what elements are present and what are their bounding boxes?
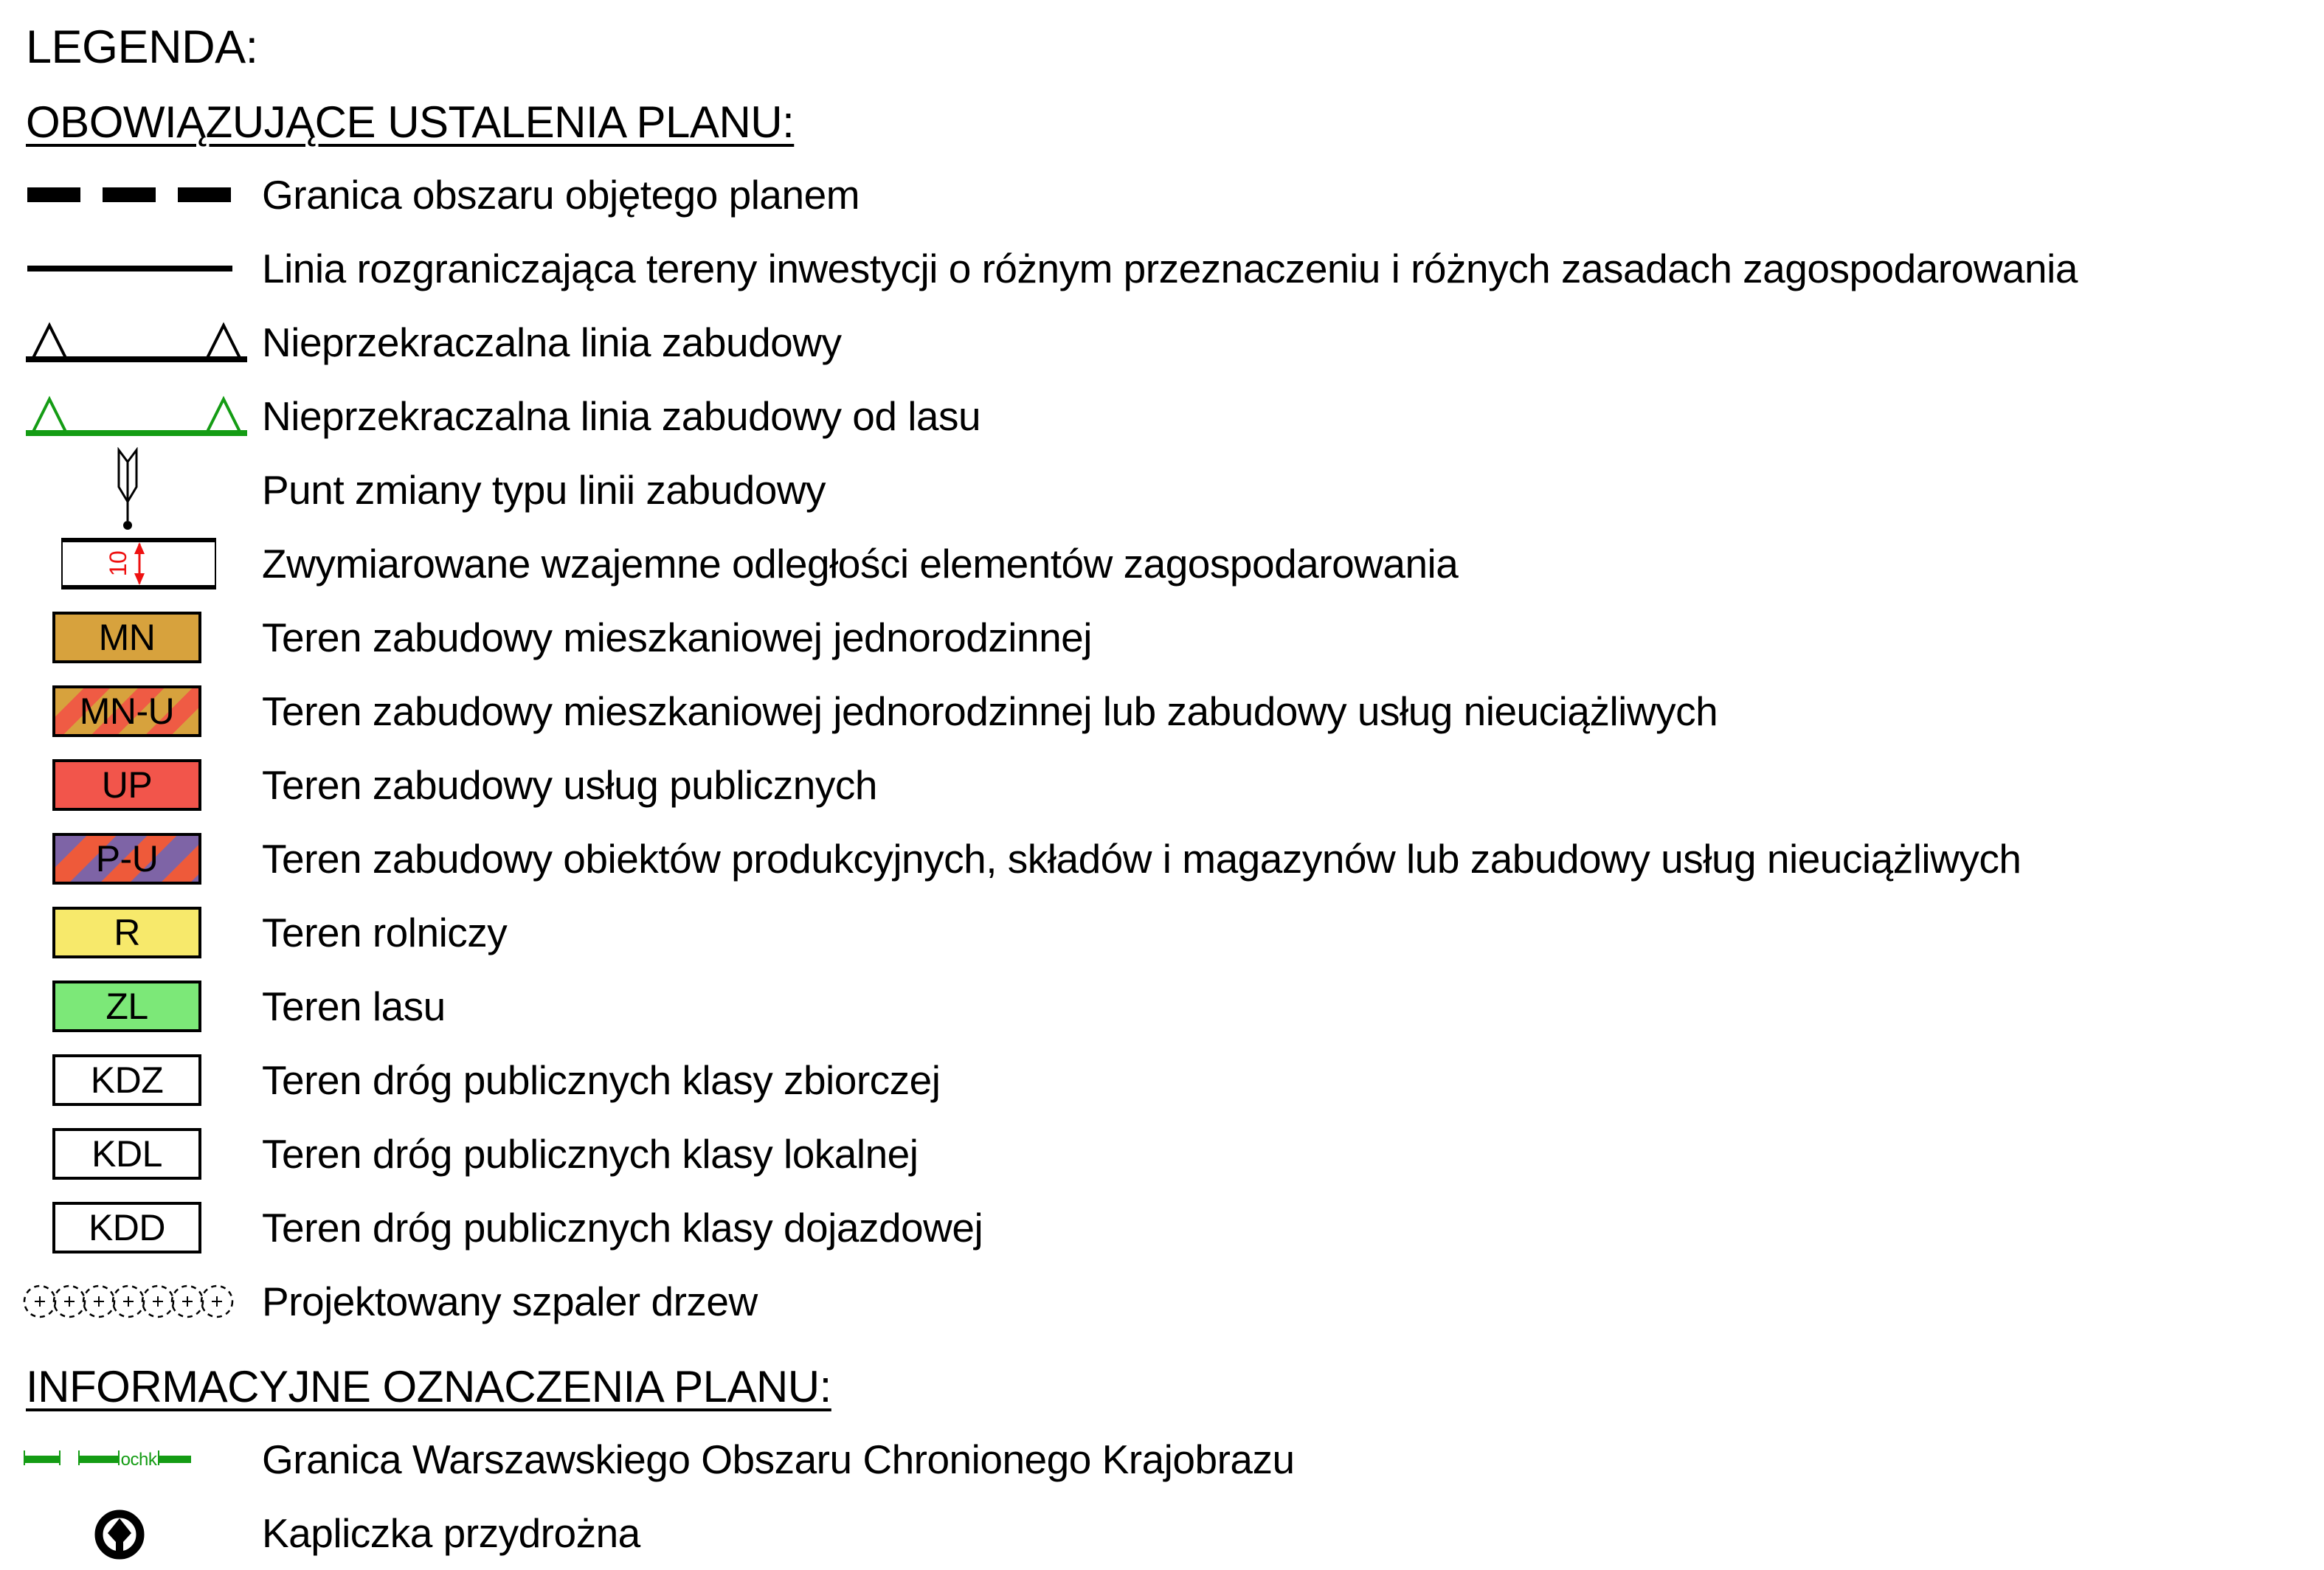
legend-item-zone-zl [26,969,2324,1043]
dimension-marker-icon [61,538,216,589]
legend-item-label: Punt zmiany typu linii zabudowy [262,467,826,513]
zone-swatch-kdl [52,1128,201,1180]
section-heading-binding-provisions: OBOWIĄZUJĄCE USTALENIA PLANU: [26,97,795,147]
symbol-cell [26,1202,262,1253]
legend-item-line-type-change-point [26,453,2324,527]
symbol-cell [26,264,262,273]
legend-item-plan-boundary [26,158,2324,232]
symbol-cell [26,447,262,533]
legend-item-label: Kapliczka przydrożna [262,1510,640,1556]
legend-title: LEGENDA: [26,21,258,73]
zone-swatch-mn [52,612,201,663]
symbol-cell [26,538,262,589]
legend-item-label: Teren zabudowy usług publicznych [262,762,877,808]
legend-item-label: Nieprzekraczalna linia zabudowy od lasu [262,393,981,439]
symbol-cell [26,1505,262,1561]
zone-code: R [114,912,140,953]
legend-item-building-limit-line [26,305,2324,379]
legend-item-label: Granica Warszawskiego Obszaru Chronionego Krajobrazu [262,1436,1295,1482]
legend-item-protected-landscape-boundary [26,1422,2324,1496]
building-limit-line-icon [26,321,247,364]
legend-item-label: Nieprzekraczalna linia zabudowy [262,319,842,365]
symbol-cell [26,833,262,885]
legend-item-label: Granica obszaru objętego planem [262,172,860,218]
zone-code: MN [98,617,156,658]
symbol-cell [26,685,262,737]
legend-item-wayside-chapel [26,1496,2324,1570]
zone-code: KDD [88,1207,166,1248]
planned-tree-row-icon [21,1282,237,1321]
legend-item-label: Zwymiarowane wzajemne odległości elementów zagospodarowania [262,541,1459,587]
zone-swatch-kdd [52,1202,201,1253]
wayside-chapel-icon [92,1505,147,1561]
symbol-cell [26,1128,262,1180]
legend-item-label: Teren zabudowy obiektów produkcyjnych, składów i magazynów lub zabudowy usług nieuciążliwych [262,836,2022,882]
symbol-cell [26,1282,262,1321]
symbol-cell [26,321,262,364]
zone-swatch-up [52,759,201,811]
symbol-cell [26,395,262,438]
zone-code: MN-U [79,691,175,732]
zone-swatch-kdz [52,1054,201,1106]
zone-swatch-r [52,907,201,958]
symbol-cell [26,1445,262,1474]
legend-item-zone-r [26,896,2324,969]
legend-item-zone-mn-u [26,674,2324,748]
zone-swatch-zl [52,981,201,1032]
plan-boundary-dashed-line-icon [26,185,234,204]
legend-item-zone-mn [26,601,2324,674]
legend-item-label: Teren zabudowy mieszkaniowej jednorodzinnej [262,615,1092,660]
symbol-cell [26,907,262,958]
legend-item-zone-kdd [26,1191,2324,1265]
legend-item-label: Teren dróg publicznych klasy zbiorczej [262,1057,941,1103]
zone-code: ZL [106,986,148,1027]
zone-swatch-mn-u [52,685,201,737]
legend-item-zone-kdl [26,1117,2324,1191]
section-heading-informational: INFORMACYJNE OZNACZENIA PLANU: [26,1362,831,1411]
building-limit-line-forest-icon [26,395,247,438]
legend-item-dividing-line [26,232,2324,305]
legend-item-tree-row [26,1265,2324,1338]
symbol-cell [26,1054,262,1106]
dimension-arrow-icon [63,542,215,585]
dimension-value: 10 [105,550,131,577]
zone-code: KDL [91,1133,162,1175]
legend-item-label: Linia rozgraniczająca tereny inwestycji o różnym przeznaczeniu i różnych zasadach zagospodarowania [262,246,2078,291]
protected-landscape-boundary-icon [21,1445,193,1474]
line-type-change-arrow-icon [108,447,147,533]
zone-code: UP [101,764,153,806]
legend-item-zone-kdz [26,1043,2324,1117]
symbol-cell [26,981,262,1032]
symbol-cell [26,612,262,663]
symbol-cell [26,759,262,811]
legend-item-label: Teren dróg publicznych klasy dojazdowej [262,1205,983,1251]
zone-swatch-p-u [52,833,201,885]
legend-item-label: Teren lasu [262,983,446,1029]
ochk-tag: ochk [120,1450,157,1470]
legend-item-label: Teren zabudowy mieszkaniowej jednorodzinnej lub zabudowy usług nieuciążliwych [262,688,1718,734]
zone-dividing-line-icon [26,264,234,273]
legend-item-label: Teren dróg publicznych klasy lokalnej [262,1131,919,1177]
legend-item-building-limit-line-forest [26,379,2324,453]
legend-item-dimension-marker [26,527,2324,601]
zone-code: P-U [95,838,159,879]
zone-code: KDZ [90,1059,164,1101]
legend-item-label: Teren rolniczy [262,910,508,955]
legend-item-label: Projektowany szpaler drzew [262,1279,758,1324]
legend-item-zone-p-u [26,822,2324,896]
symbol-cell [26,185,262,204]
legend-item-zone-up [26,748,2324,822]
